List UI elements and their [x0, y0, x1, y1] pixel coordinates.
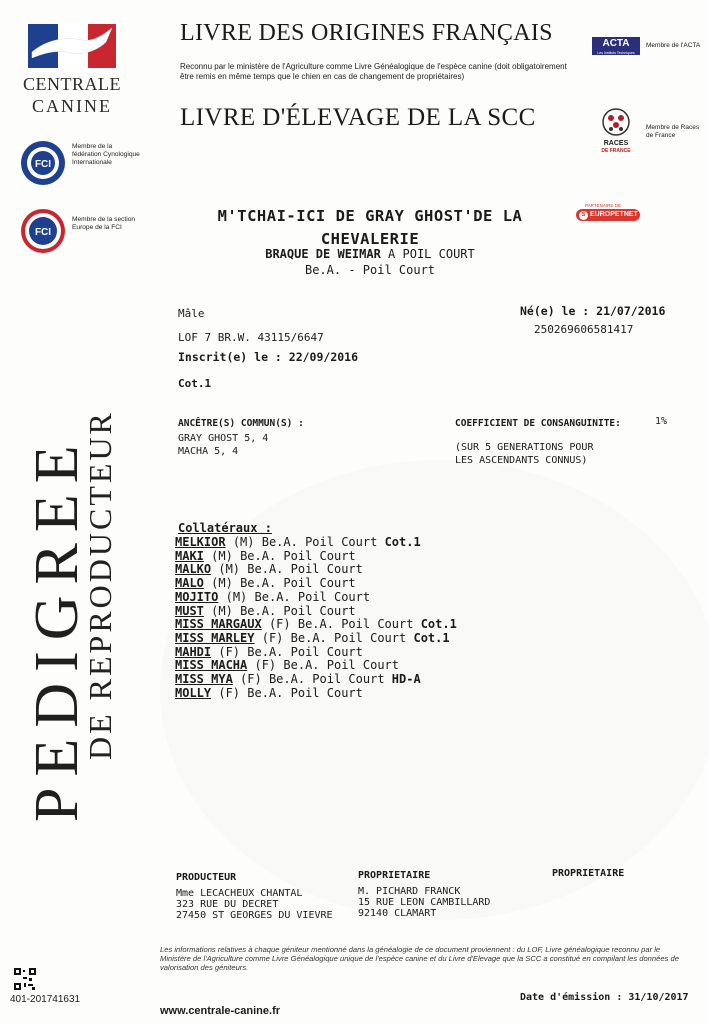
org-name-line2: CANINE [32, 96, 112, 116]
collateral-row [175, 563, 457, 577]
collateral-desc: Be.A. Poil Court [283, 658, 399, 673]
dog-name: M'TCHAI-ICI DE GRAY GHOST'DE LA CHEVALERIE [217, 207, 523, 248]
birth-date: Né(e) le : 21/07/2016 [520, 304, 666, 318]
collateral-name: MAKI [175, 548, 204, 563]
acta-logo-subtext: Les Instituts Techniques Agricoles [597, 51, 635, 59]
generations-note-line1: (SUR 5 GENERATIONS POUR [455, 442, 594, 453]
second-owner-header: PROPRIETAIRE [552, 868, 625, 879]
fci-member-text: Membre de la fédération Cynologique Internationale [72, 143, 140, 166]
owner-header: PROPRIETAIRE [358, 870, 431, 881]
collateral-sex: (F) [218, 644, 241, 659]
acta-logo: ACTA [592, 37, 640, 55]
collateral-sex: (F) [218, 685, 241, 700]
collateral-sex: (F) [254, 658, 277, 673]
livre-origines-heading: LIVRE DES ORIGINES FRANÇAIS [180, 20, 553, 46]
collateral-desc: Be.A. Poil Court [240, 548, 356, 563]
producer-header: PRODUCTEUR [176, 872, 237, 883]
owner-city: 92140 CLAMART [358, 908, 437, 919]
owner-name: M. PICHARD FRANCK [358, 886, 461, 897]
document-reference: 401-201741631 [10, 994, 81, 1005]
collateral-sex: (M) [225, 589, 248, 604]
races-logo-line1: RACES [603, 140, 629, 147]
fci-section-text: Membre de la section Europe de la FCI [72, 216, 136, 231]
breed-name: BRAQUE DE WEIMAR [265, 247, 381, 261]
collateral-row [175, 618, 457, 632]
producer-name: Mme LECACHEUX CHANTAL [176, 888, 303, 899]
breed [180, 247, 560, 262]
collateral-name: MALKO [175, 562, 212, 577]
collateral-extra: Cot.1 [420, 617, 457, 632]
collateral-row [175, 659, 457, 673]
collateral-desc: Be.A. Poil Court [247, 644, 363, 659]
fci-badge-label-2: FCI [34, 227, 52, 238]
collateral-name: MUST [175, 603, 204, 618]
collateral-name: MISS MARLEY [175, 630, 255, 645]
collateral-sex: (F) [240, 672, 262, 687]
collateral-extra: Cot.1 [413, 630, 450, 645]
document-title-vertical: PEDIGREE [23, 434, 91, 822]
collateral-sex: (M) [232, 535, 255, 549]
collateral-name: MISS MYA [175, 672, 233, 687]
registration-date: Inscrit(e) le : 22/09/2016 [178, 350, 359, 364]
org-name-line1: CENTRALE [23, 74, 121, 94]
collateral-row [175, 687, 457, 701]
collateral-name: MAHDI [175, 644, 212, 659]
collateral-desc: Be.A. Poil Court [240, 603, 356, 618]
collateral-extra: Cot.1 [384, 535, 421, 549]
collateral-sex: (F) [261, 630, 284, 645]
collateral-row [175, 673, 457, 687]
consanguinity-label: COEFFICIENT DE CONSANGUINITE: [455, 418, 621, 429]
collaterals-header: Collatéraux : [178, 521, 272, 535]
collateral-extra: HD-A [391, 672, 421, 687]
breed-suffix: A POIL COURT [380, 247, 475, 261]
common-ancestor-2: MACHA 5, 4 [178, 446, 239, 457]
races-logo-line2: DE FRANCE [601, 148, 631, 154]
collateral-sex: (M) [211, 603, 233, 618]
centrale-canine-logo [26, 22, 118, 70]
collateral-desc: Be.A. Poil Court [247, 685, 363, 700]
generations-note-line2: LES ASCENDANTS CONNUS) [455, 455, 588, 466]
collateral-desc: Be.A. Poil Court [290, 630, 407, 645]
races-member-text: Membre de Races de France [646, 124, 700, 139]
producer-city: 27450 ST GEORGES DU VIEVRE [176, 910, 333, 921]
races-de-france-logo-icon [602, 108, 630, 138]
document-subtitle-vertical: DE REPRODUCTEUR [82, 410, 118, 760]
cotation: Cot.1 [178, 377, 212, 390]
acta-member-text: Membre de l'ACTA [646, 42, 701, 49]
europetnet-logo: EUROPETNET [576, 209, 640, 221]
chip-number: 250269606581417 [534, 323, 634, 336]
collateral-name: MOJITO [175, 589, 219, 604]
collateral-name: MELKIOR [175, 535, 226, 549]
collateral-row [175, 646, 457, 660]
owner-street: 15 RUE LEON CAMBILLARD [358, 897, 491, 908]
collateral-name: MALO [175, 576, 204, 591]
collateral-desc: Be.A. Poil Court [254, 589, 371, 604]
sex: Mâle [178, 307, 205, 320]
common-ancestors-header: ANCÊTRE(S) COMMUN(S) : [178, 418, 304, 429]
collateral-desc: Be.A. Poil Court [268, 672, 385, 687]
source-info-text: Les informations relatives à chaque géniteur mentionné dans la généalogie de ce document proviennent : du LOF, Livre généalogique reconnu par le Ministère de l'Agriculture comme Livre Généalogique unique de l'espèce canine et du Livre d'Elevage que la SCC a constitué en compilant les données de valorisation des géniteurs. [160, 945, 679, 972]
fci-badge-label: FCI [34, 159, 52, 170]
collateral-name: MISS MACHA [175, 658, 248, 673]
collateral-desc: Be.A. Poil Court [240, 576, 356, 591]
collateral-row [175, 591, 457, 605]
collateral-row [175, 577, 457, 591]
website-link[interactable]: www.centrale-canine.fr [160, 1005, 281, 1017]
collaterals-list [175, 536, 457, 700]
collateral-sex: (F) [268, 617, 291, 632]
producer-street: 323 RUE DU DECRET [176, 899, 279, 910]
collateral-row [175, 550, 457, 564]
collateral-sex: (M) [211, 548, 233, 563]
variety: Be.A. - Poil Court [304, 263, 436, 277]
fci-member-badge-icon [20, 140, 66, 186]
partner-label: PARTENAIRE DE [585, 203, 621, 208]
collateral-desc: Be.A. Poil Court [297, 617, 414, 632]
recognition-text: Reconnu par le ministère de l'Agriculture comme Livre Généalogique de l'espèce canine (doit obligatoirement être remis en même temps que le chien en cas de changement de propriétaires) [180, 62, 567, 81]
fci-europe-badge-icon [20, 208, 66, 254]
collateral-row [175, 632, 457, 646]
collateral-row [175, 536, 457, 550]
common-ancestor-1: GRAY GHOST 5, 4 [178, 433, 269, 444]
livre-elevage-heading: LIVRE D'ÉLEVAGE DE LA SCC [180, 104, 536, 131]
europetnet-dot-icon: S [579, 211, 588, 220]
collateral-sex: (M) [211, 576, 233, 591]
emission-date: Date d'émission : 31/10/2017 [520, 992, 689, 1003]
collateral-desc: Be.A. Poil Court [247, 562, 363, 577]
collateral-name: MISS MARGAUX [175, 617, 262, 632]
consanguinity-value: 1% [655, 416, 668, 427]
collateral-desc: Be.A. Poil Court [261, 535, 378, 549]
collateral-sex: (M) [218, 562, 241, 577]
qr-code-icon [14, 968, 36, 990]
collateral-name: MOLLY [175, 685, 212, 700]
lof-number: LOF 7 BR.W. 43115/6647 [178, 331, 324, 344]
collateral-row [175, 605, 457, 619]
